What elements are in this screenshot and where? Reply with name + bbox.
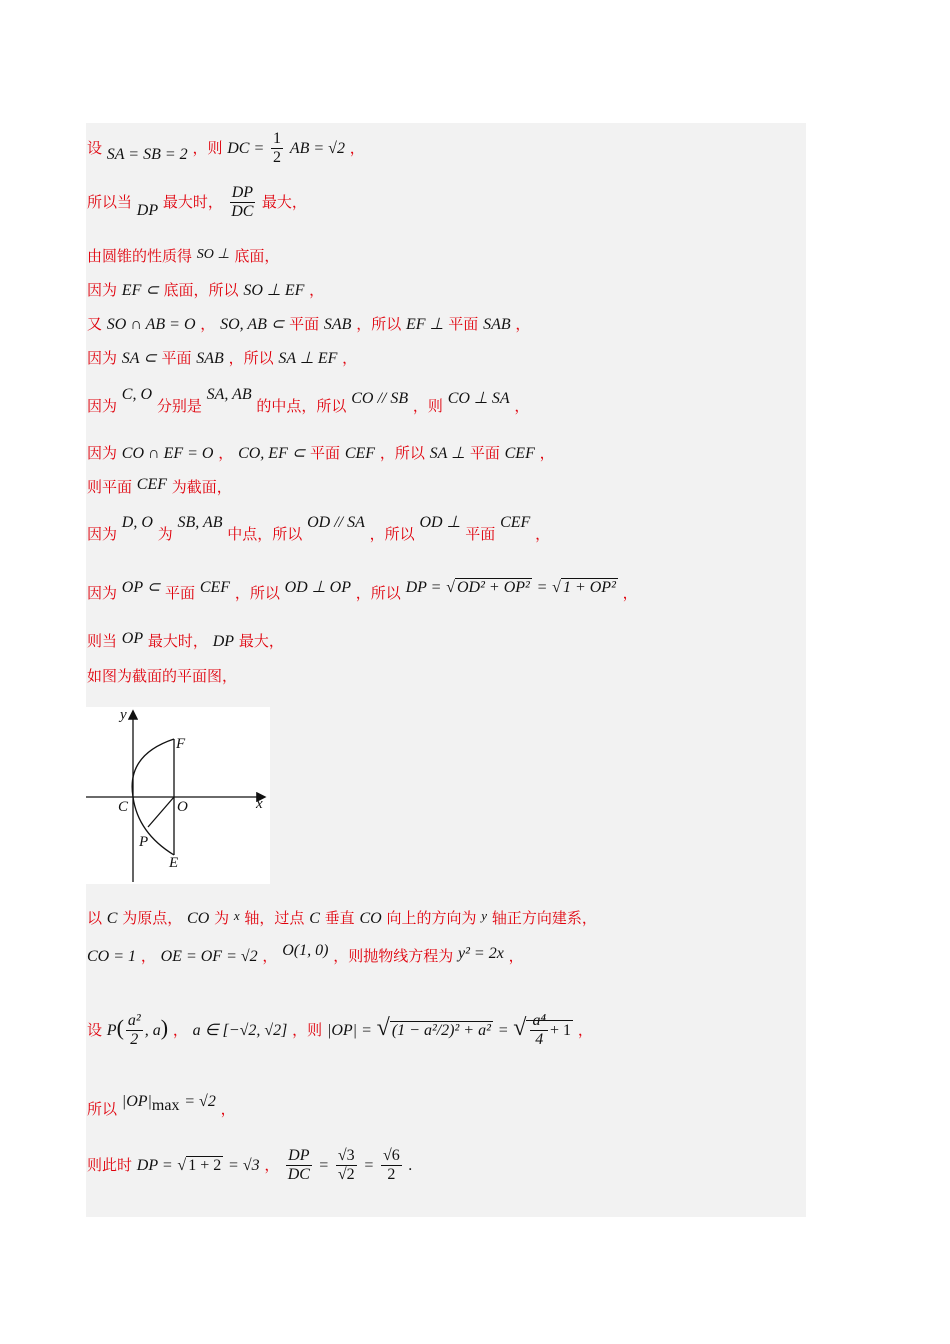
fraction-dp-dc-final: $\frac{DP}{DC}$ — [287, 1147, 310, 1184]
sqrt-sign: √ — [552, 579, 561, 596]
segment-OP — [148, 797, 174, 827]
line-10: 因为 D, O 为 SB, AB 中点，所以 OD // SA ，所以 OD ⊥ 平面 CEF ， — [87, 514, 551, 543]
line-5: 又 SO ∩ AB = O ， SO, AB ⊂ 平面 SAB ，所以 EF ⊥ 平面 SAB ， — [87, 315, 531, 333]
fraction-half: $\frac{1}{2}$ — [273, 130, 282, 167]
label-C: C — [118, 799, 129, 815]
line-18: 则此时 DP = √ 1 + 2 = √3 ， $\frac{DP}{DC}$ = $\frac{√3}{√2}$ = $\frac{√6}{2}$ . — [87, 1147, 413, 1184]
label-P: P — [139, 834, 149, 850]
line-14: 以 C 为原点， CO 为 x 轴，过点 C 垂直 CO 向上的方向为 y 轴正方向建系， — [87, 908, 597, 927]
line-7: 因为 C, O 分别是 SA, AB 的中点，所以 CO // SB ，则 CO ⊥ SA ， — [87, 386, 530, 415]
label-y: y — [120, 707, 127, 723]
fraction-sqrt3-sqrt2: $\frac{√3}{√2}$ — [337, 1147, 355, 1184]
line-8: 因为 CO ∩ EF = O ， CO, EF ⊂ 平面 CEF ，所以 SA ⊥ 平面 CEF ， — [87, 444, 555, 462]
line-16: 设 P( $\frac{\text{a²}}{2}$ , a) ， a ∈ [−√2, √2] ，则 |OP| = √ (1 − a²/2)² + a² = √ $\frac{\text{a⁴}}{4}$ + 1 ， — [87, 1012, 593, 1049]
line-9: 则平面 CEF 为截面， — [87, 476, 232, 496]
label-O: O — [177, 799, 188, 815]
line-3: 由圆锥的性质得 SO ⊥ 底面， — [87, 247, 280, 265]
sqrt-sign: √ — [376, 1014, 390, 1041]
line-1: 设 SA = SB = 2 ，则 DC = $\frac{1}{2}$ AB = √2 ， — [87, 130, 365, 167]
label-F: F — [176, 736, 186, 752]
line-12: 则当 OP 最大时， DP 最大， — [87, 630, 284, 650]
cross-section-figure — [86, 707, 270, 884]
label-E: E — [169, 855, 179, 871]
coordinate-plot — [86, 707, 270, 884]
label-x: x — [256, 796, 263, 812]
line-11: 因为 OP ⊂ 平面 CEF ，所以 OD ⊥ OP ，所以 DP = √ OD² + OP² = √ 1 + OP² ， — [87, 579, 638, 602]
fraction-dp-dc: $\frac{DP}{DC}$ — [231, 184, 254, 221]
line-6: 因为 SA ⊂ 平面 SAB ，所以 SA ⊥ EF ， — [87, 349, 358, 367]
line-13: 如图为截面的平面图， — [87, 667, 238, 685]
line-17: 所以 $|OP|_{max} = √2$ ， — [87, 1093, 236, 1118]
line-4: 因为 EF ⊂ 底面，所以 SO ⊥ EF ， — [87, 281, 325, 299]
line-2: 所以当 DP 最大时， $\frac{DP}{DC}$ 最大， — [87, 184, 307, 221]
line-15: CO = 1 ， OE = OF = √2 ， O(1, 0) ，则抛物线方程为 y² = 2x ， — [87, 942, 524, 965]
sqrt-sign: √ — [513, 1014, 527, 1041]
sqrt-sign: √ — [446, 579, 455, 596]
fraction-sqrt6-2: $\frac{√6}{2}$ — [383, 1147, 400, 1184]
sqrt-sign: √ — [177, 1156, 187, 1174]
fraction-a4-over-4: $\frac{\text{a⁴}}{4}$ — [532, 1012, 546, 1049]
fraction-a2-over-2: $\frac{\text{a²}}{2}$ — [127, 1012, 141, 1049]
